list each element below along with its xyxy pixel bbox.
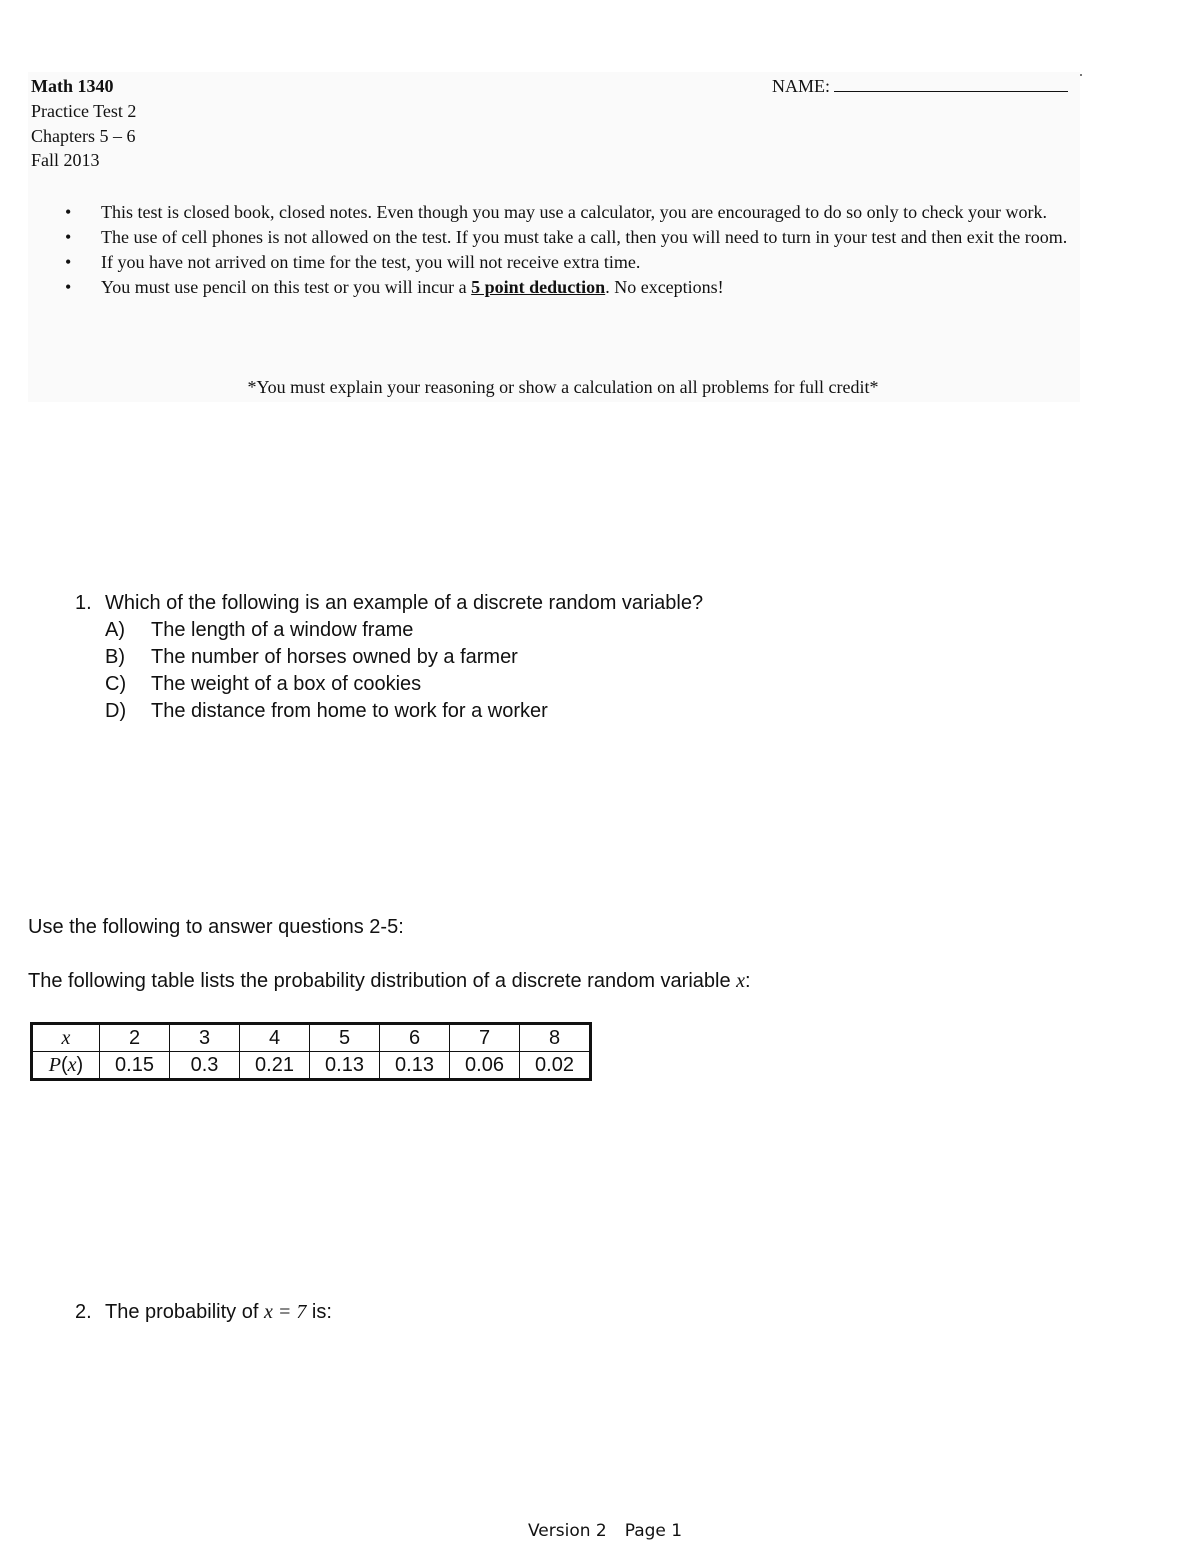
x-value-cell: 6	[380, 1024, 450, 1052]
name-field	[772, 74, 1068, 98]
p-header-x: x	[67, 1054, 77, 1076]
deduction-emphasis: 5 point deduction	[471, 277, 606, 297]
x-value-cell: 5	[310, 1024, 380, 1052]
p-header-close: )	[76, 1054, 84, 1076]
name-label: NAME:	[772, 76, 830, 96]
p-header-p: P	[48, 1054, 61, 1076]
choice-letter: A)	[105, 619, 125, 641]
page-footer	[528, 1520, 682, 1542]
table-intro-var: x	[736, 970, 746, 992]
x-value-cell: 7	[450, 1024, 520, 1052]
question-number: 2.	[75, 1301, 92, 1323]
rule-text-end: . No exceptions!	[605, 277, 724, 297]
table-intro-text: The following table lists the probability distribution of a discrete random variable	[28, 970, 737, 992]
test-rules-list	[60, 200, 1070, 300]
choice-letter: B)	[105, 646, 125, 668]
choice-text: The length of a window frame	[151, 619, 414, 641]
rule-item	[60, 225, 1070, 250]
choice-text: The distance from home to work for a worker	[151, 700, 548, 722]
p-value-cell: 0.13	[380, 1052, 450, 1080]
rule-text: The use of cell phones is not allowed on the test. If you must take a call, then you will need to turn in your test and then exit the room.	[101, 227, 1068, 247]
test-title: Practice Test 2	[31, 101, 137, 121]
bullet-icon: •	[65, 227, 72, 247]
p-header-cell	[32, 1052, 100, 1080]
version-label: Version 2	[528, 1521, 607, 1541]
p-value-cell: 0.02	[520, 1052, 591, 1080]
choice-a	[105, 617, 703, 644]
question-2	[75, 1299, 332, 1326]
x-value-cell: 2	[100, 1024, 170, 1052]
probability-distribution-table	[30, 1022, 592, 1081]
x-values-row	[32, 1024, 591, 1052]
rule-text: If you have not arrived on time for the test, you will not receive extra time.	[101, 252, 641, 272]
p-header-open: (	[60, 1054, 68, 1076]
shared-instructions: Use the following to answer questions 2-5:	[28, 916, 404, 938]
explain-note: *You must explain your reasoning or show a calculation on all problems for full credit*	[247, 377, 879, 397]
choice-letter: D)	[105, 700, 127, 722]
rule-item	[60, 200, 1070, 225]
scan-speck	[1080, 74, 1082, 76]
p-value-cell: 0.06	[450, 1052, 520, 1080]
choice-c	[105, 671, 703, 698]
page-number: Page 1	[624, 1521, 683, 1541]
x-header-cell	[32, 1024, 100, 1052]
choice-b	[105, 644, 703, 671]
p-value-cell: 0.15	[100, 1052, 170, 1080]
question-stem-end: is:	[306, 1301, 332, 1323]
question-number: 1.	[75, 592, 92, 614]
table-intro-end: :	[745, 970, 751, 992]
p-value-cell: 0.3	[170, 1052, 240, 1080]
question-math: x = 7	[263, 1301, 307, 1323]
question-stem: The probability of	[105, 1301, 264, 1323]
bullet-icon: •	[65, 277, 72, 297]
term-label: Fall 2013	[31, 150, 100, 170]
choice-letter: C)	[105, 673, 127, 695]
rule-text: This test is closed book, closed notes. Even though you may use a calculator, you are encouraged to do so only to check your work.	[101, 202, 1048, 222]
rule-item	[60, 250, 1070, 275]
choice-text: The weight of a box of cookies	[151, 673, 422, 695]
choice-d	[105, 698, 703, 725]
probability-row	[32, 1052, 591, 1080]
chapters-label: Chapters 5 – 6	[31, 126, 136, 146]
question-1	[75, 590, 703, 725]
rule-item	[60, 275, 1070, 300]
question-stem: Which of the following is an example of a discrete random variable?	[105, 592, 704, 614]
bullet-icon: •	[65, 252, 72, 272]
p-value-cell: 0.21	[240, 1052, 310, 1080]
course-title: Math 1340	[31, 76, 114, 96]
x-value-cell: 8	[520, 1024, 591, 1052]
table-intro	[28, 968, 751, 995]
x-value-cell: 3	[170, 1024, 240, 1052]
x-header-label: x	[61, 1027, 71, 1049]
choice-text: The number of horses owned by a farmer	[151, 646, 518, 668]
p-value-cell: 0.13	[310, 1052, 380, 1080]
rule-text: You must use pencil on this test or you will incur a	[101, 277, 472, 297]
name-blank-line	[834, 75, 1068, 92]
x-value-cell: 4	[240, 1024, 310, 1052]
answer-choices	[75, 617, 703, 725]
bullet-icon: •	[65, 202, 72, 222]
